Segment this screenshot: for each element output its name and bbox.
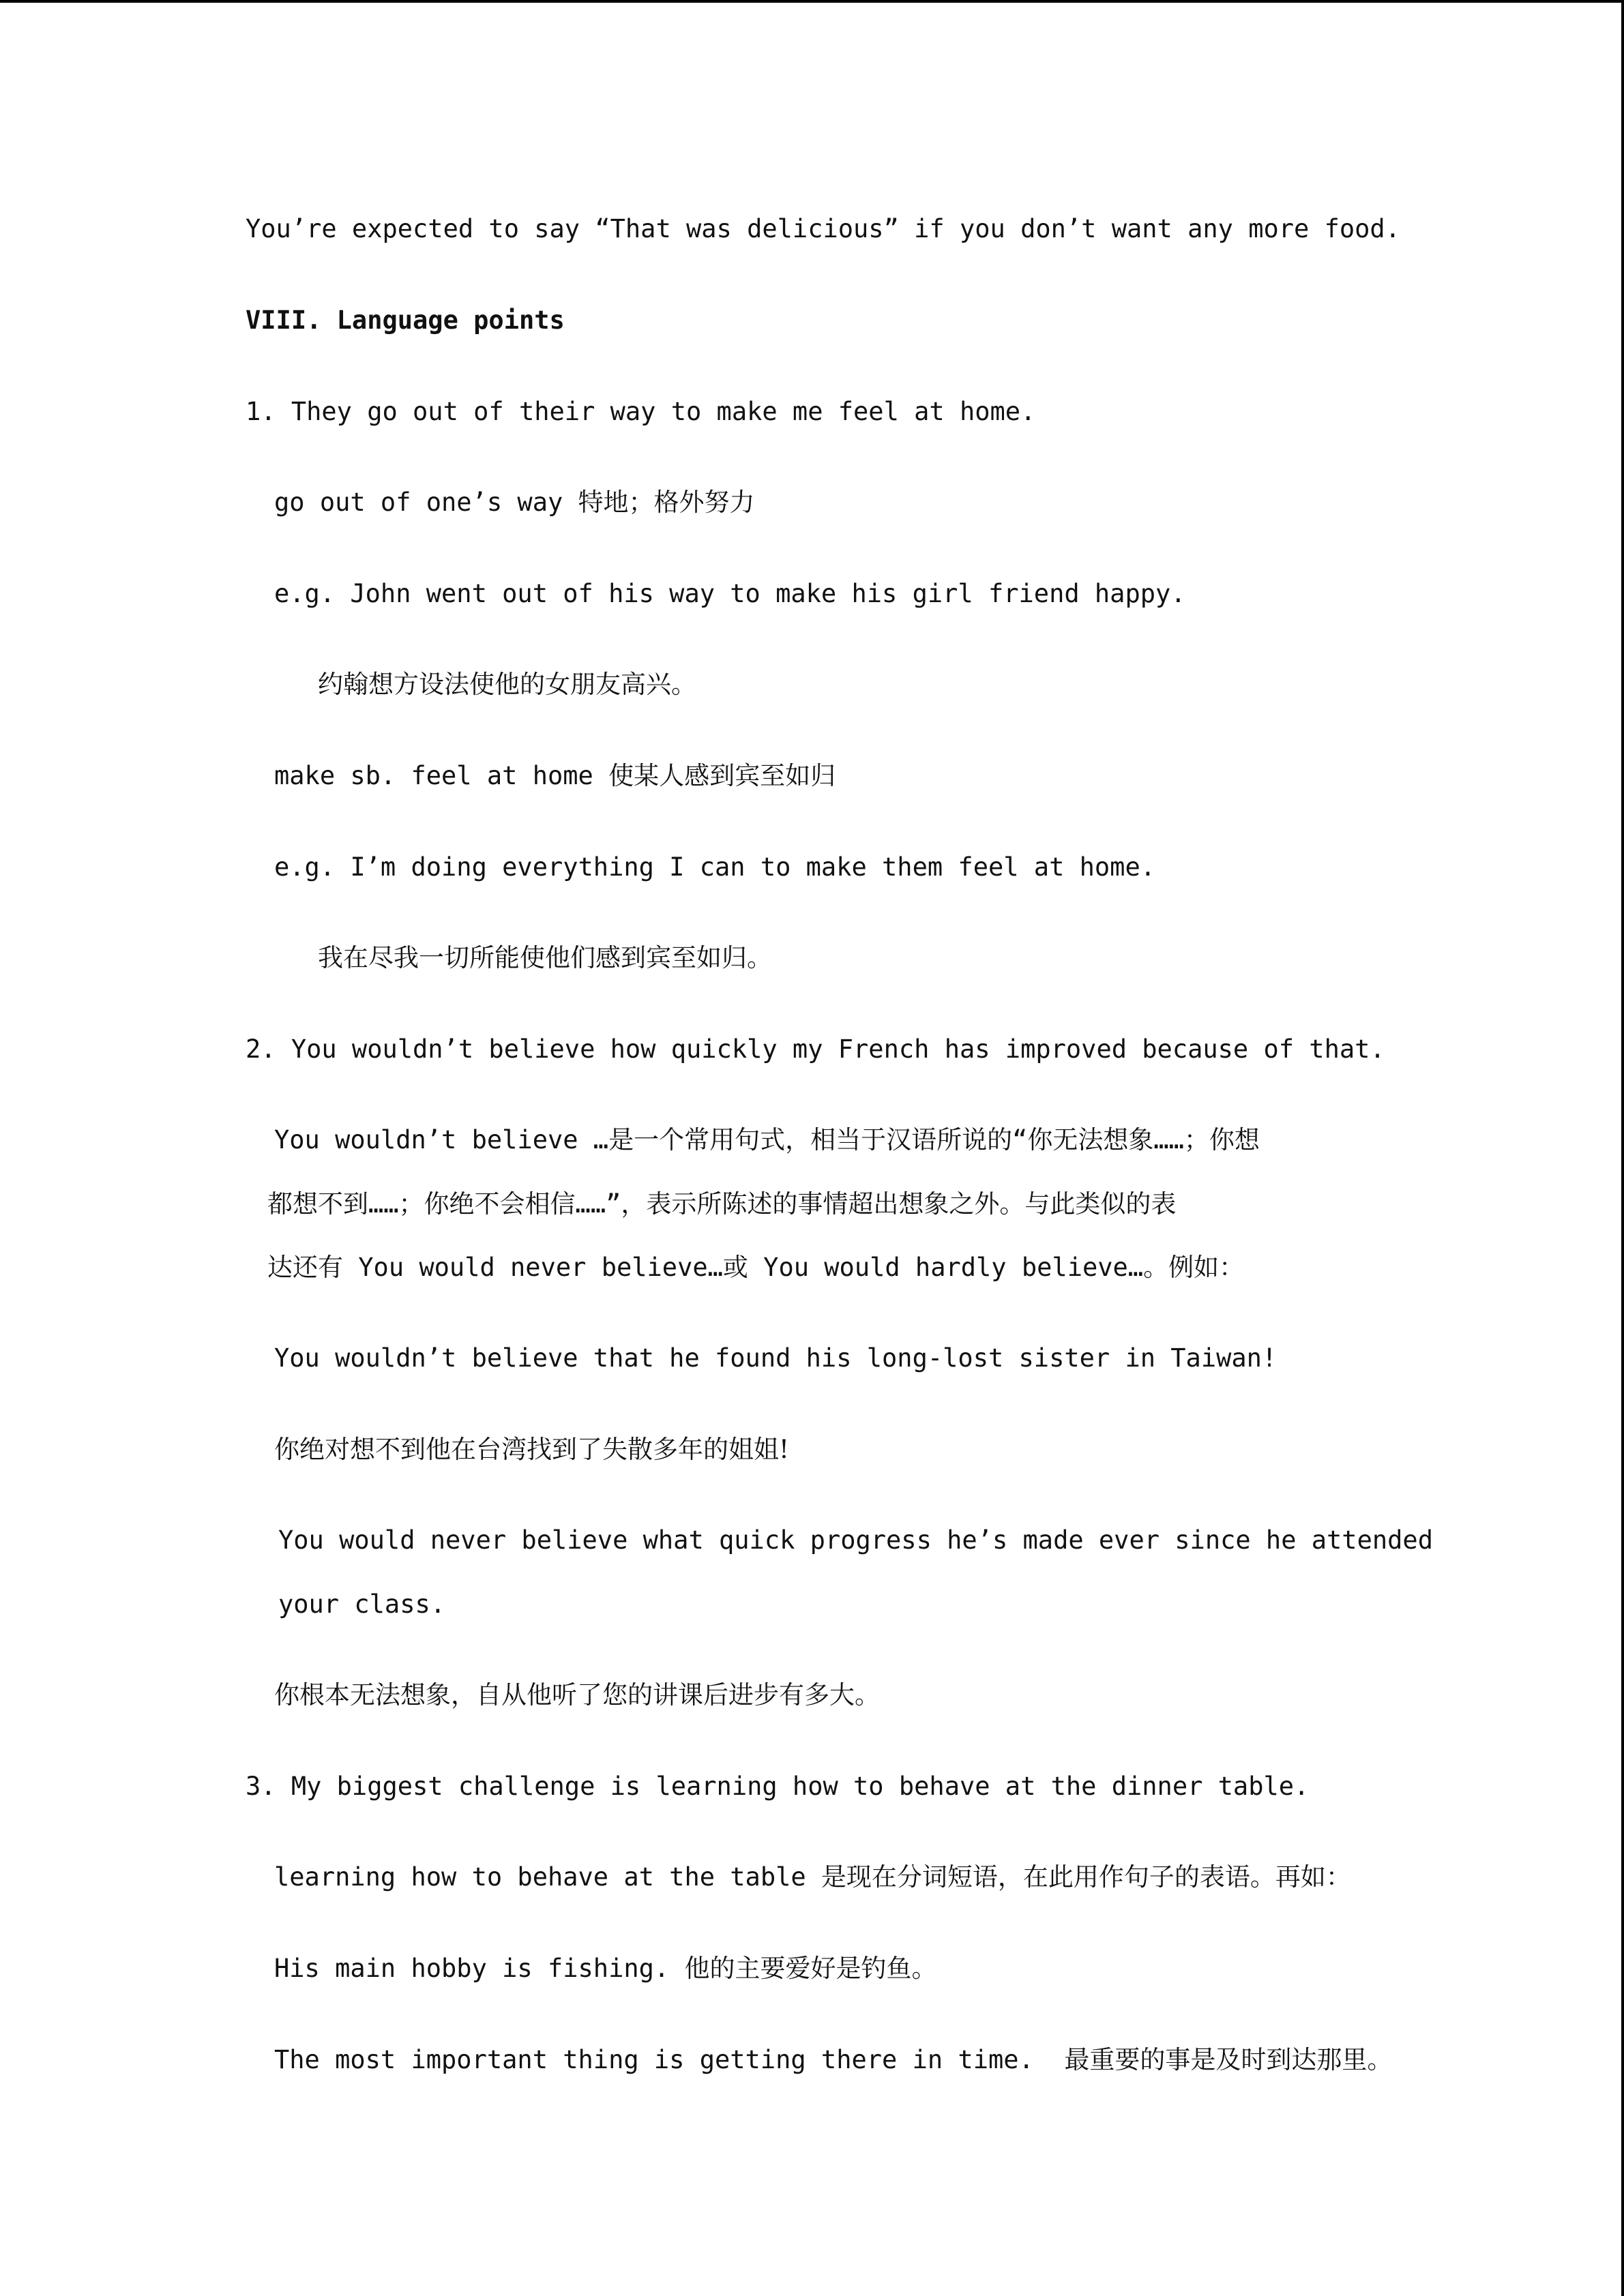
point2-sentence: 2. You wouldn’t believe how quickly my French has improved because of that. (246, 1034, 1385, 1064)
point1-example1-en: e.g. John went out of his way to make his girl friend happy. (274, 579, 1186, 608)
section-heading: VIII. Language points (246, 305, 565, 335)
point2-example2-en-line1: You would never believe what quick progress he’s made ever since he attended (278, 1525, 1433, 1555)
point1-example2-en: e.g. I’m doing everything I can to make them feel at home. (274, 852, 1156, 882)
point2-example1-en: You wouldn’t believe that he found his long-lost sister in Taiwan! (274, 1343, 1278, 1373)
point3-sentence: 3. My biggest challenge is learning how to behave at the dinner table. (246, 1772, 1310, 1801)
point1-example2-cn: 我在尽我一切所能使他们感到宾至如归。 (318, 943, 772, 972)
point2-explanation-line3: 达还有 You would never believe…或 You would hardly believe…。例如： (267, 1253, 1245, 1282)
point2-explanation-line2: 都想不到……；你绝不会相信……”，表示所陈述的事情超出想象之外。与此类似的表 (267, 1189, 1177, 1219)
point3-explanation: learning how to behave at the table 是现在分词短语，在此用作句子的表语。再如： (274, 1862, 1351, 1892)
point3-example1: His main hobby is fishing. 他的主要爱好是钓鱼。 (274, 1954, 937, 1983)
point3-example2: The most important thing is getting there in time. 最重要的事是及时到达那里。 (274, 2045, 1393, 2074)
point1-example1-cn: 约翰想方设法使他的女朋友高兴。 (318, 670, 696, 699)
point2-example2-cn: 你根本无法想象，自从他听了您的讲课后进步有多大。 (274, 1680, 880, 1710)
point1-sentence: 1. They go out of their way to make me feel at home. (246, 397, 1036, 426)
point2-example2-en-line2: your class. (278, 1590, 446, 1619)
point2-explanation-line1: You wouldn’t believe …是一个常用句式，相当于汉语所说的“你无法想象……；你想 (274, 1125, 1260, 1154)
point1-phrase2: make sb. feel at home 使某人感到宾至如归 (274, 761, 836, 790)
point1-phrase1: go out of one’s way 特地；格外努力 (274, 488, 755, 517)
point2-example1-cn: 你绝对想不到他在台湾找到了失散多年的姐姐! (274, 1435, 789, 1464)
intro-line: You’re expected to say “That was delicious” if you don’t want any more food. (246, 214, 1400, 243)
